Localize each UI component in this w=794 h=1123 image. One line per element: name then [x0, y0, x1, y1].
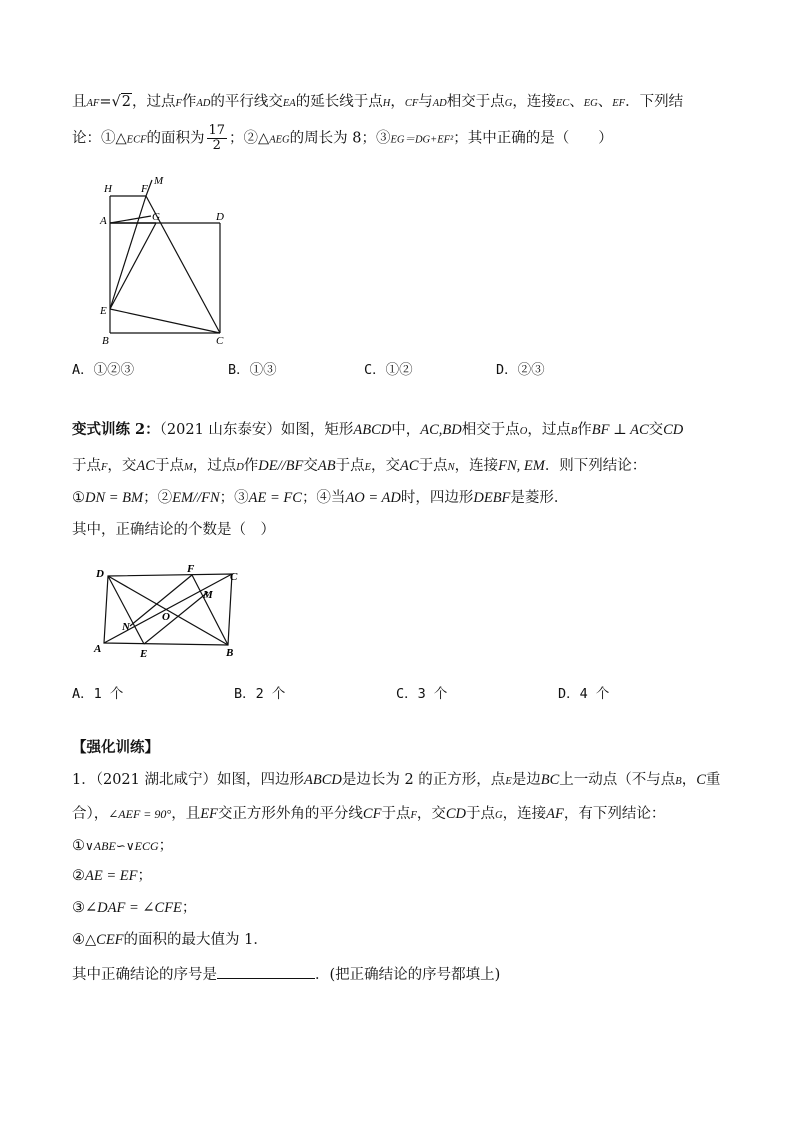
- label-f: F: [187, 563, 195, 575]
- text: 作: [243, 458, 259, 474]
- math-bc: BC: [540, 772, 560, 788]
- answer-line: [72, 964, 500, 985]
- text: ；: [181, 900, 197, 916]
- option-d: D．4 个: [558, 686, 610, 702]
- label-o: O: [162, 611, 170, 623]
- text: ，: [681, 772, 697, 788]
- math-ao-ad: AO = AD: [345, 490, 401, 506]
- math-c: C: [696, 772, 706, 788]
- math-ac: AC: [400, 458, 419, 474]
- text: 的平行线交: [210, 94, 283, 110]
- text: ；②: [143, 490, 173, 506]
- math-f: F: [410, 810, 417, 821]
- math-n: N: [447, 462, 455, 473]
- answer-blank[interactable]: [217, 964, 315, 979]
- math-ad: AD: [432, 98, 447, 109]
- text: ，有下列结论：: [563, 806, 666, 822]
- math-abcd: ABCD: [304, 772, 342, 788]
- fraction: [207, 124, 228, 153]
- text: 交: [303, 458, 318, 474]
- text: 交正方形外角的平分线: [217, 806, 363, 822]
- label-m: M: [154, 175, 164, 187]
- text: ；: [137, 868, 152, 884]
- math-ef: EF: [200, 806, 218, 822]
- math-g: G: [495, 810, 503, 821]
- sqrt-sign: √: [111, 94, 121, 110]
- text: ，过点: [192, 458, 237, 474]
- math-cd: CD: [445, 806, 467, 822]
- text: 的周长为 8；③: [289, 130, 391, 147]
- math-ec: EC: [555, 98, 570, 109]
- text: 、: [569, 94, 584, 110]
- math-b: B: [675, 776, 682, 787]
- text: 其中正确结论的序号是: [72, 967, 217, 983]
- text: 于点: [466, 806, 496, 822]
- math-af: AF: [86, 98, 100, 109]
- math-ae-ef: AE = EF: [85, 868, 138, 884]
- math-ae-fc: AE = FC: [248, 490, 302, 506]
- text: 作: [181, 94, 197, 110]
- label-d: D: [96, 568, 104, 580]
- text: ，连接: [502, 806, 547, 822]
- math-angle-aef: ∠AEF = 90°: [108, 807, 172, 821]
- math-b: B: [570, 426, 578, 437]
- label-a: A: [100, 215, 107, 227]
- math-af: AF: [546, 806, 564, 822]
- problem-top-line2: [72, 124, 613, 153]
- text: 的面积的最大值为 1．: [123, 932, 268, 948]
- option-a: A．①②③: [72, 362, 135, 378]
- text: 且: [72, 94, 87, 110]
- text: ②: [72, 868, 85, 884]
- variant2-title: 变式训练 2：: [72, 421, 160, 438]
- variant2-question: 其中，正确结论的个数是（ ）: [72, 522, 275, 538]
- math-f: F: [101, 462, 108, 473]
- math-fn-em: FN, EM: [498, 458, 545, 474]
- text: ；③: [219, 490, 249, 506]
- math-em-fn: EM//FN: [172, 490, 220, 506]
- text: ；②△: [229, 130, 270, 147]
- math-e: E: [505, 776, 512, 787]
- text: ①: [72, 838, 85, 854]
- text: ，过点: [131, 94, 176, 110]
- text: 交: [648, 422, 664, 438]
- option-c: C．3 个: [396, 686, 448, 702]
- text: ，: [390, 94, 405, 110]
- sqrt-radicand: 2: [121, 94, 131, 110]
- text: ．(把正确结论的序号都填上): [315, 967, 501, 983]
- label-b: B: [226, 647, 234, 659]
- math-debf: DEBF: [473, 490, 511, 506]
- math-f: F: [175, 98, 182, 109]
- text: =: [99, 94, 112, 110]
- label-f: F: [141, 183, 148, 195]
- math-ecf: ECF: [126, 134, 147, 146]
- text: 1．（2021 湖北咸宁）如图，四边形: [72, 772, 304, 788]
- math-similar-triangles: ∨ABE∽∨ECG: [85, 839, 159, 853]
- label-m: M: [203, 589, 213, 601]
- option-d: D．②③: [496, 362, 545, 378]
- label-c: C: [230, 571, 238, 583]
- text: 与: [418, 94, 433, 110]
- label-n: N: [122, 621, 130, 633]
- math-d: D: [236, 462, 244, 473]
- text: 相交于点: [446, 94, 505, 110]
- label-e: E: [140, 648, 148, 660]
- text: ；④当: [301, 490, 346, 506]
- label-g: G: [152, 211, 160, 223]
- text: 作: [577, 422, 592, 438]
- math-h: H: [382, 98, 391, 109]
- text: ，连接: [512, 94, 556, 110]
- text: 是菱形．: [510, 490, 569, 506]
- conclusion-1: [72, 836, 173, 856]
- label-e: E: [100, 305, 107, 317]
- text: 于点: [72, 458, 101, 474]
- text: ，过点: [527, 422, 571, 438]
- math-ef: EF: [612, 98, 626, 109]
- strengthen-title: 【强化训练】: [72, 739, 159, 756]
- math-ad: AD: [196, 98, 211, 109]
- text: 于点: [335, 458, 365, 474]
- text: 是边长为 2 的正方形，点: [341, 772, 506, 788]
- math-cf: CF: [362, 806, 382, 822]
- math-ea: EA: [282, 98, 296, 109]
- text: 、: [597, 94, 613, 110]
- fraction-denominator: 2: [212, 138, 221, 153]
- label-b: B: [102, 335, 109, 347]
- math-cf: CF: [404, 98, 419, 109]
- text: ③: [72, 900, 85, 916]
- math-eq3: EG＝DG+EF²: [390, 134, 454, 146]
- math-abcd: ABCD: [353, 422, 392, 438]
- line-ec: [110, 309, 220, 333]
- text: 的延长线于点: [295, 94, 383, 110]
- text: ①: [72, 490, 85, 506]
- math-dn-bm: DN = BM: [85, 490, 144, 506]
- problem-top-line1: [72, 92, 683, 114]
- text: 于点: [381, 806, 411, 822]
- text: 中，: [391, 422, 421, 438]
- line-ag-chord: [110, 216, 151, 223]
- text: ，且: [171, 806, 201, 822]
- text: 重: [705, 772, 721, 788]
- text: 论：①△: [72, 130, 127, 147]
- text: ，交: [371, 458, 401, 474]
- text: 于点: [418, 458, 448, 474]
- math-g: G: [504, 98, 513, 109]
- text: ；: [158, 838, 174, 854]
- math-angle-daf-cfe: ∠DAF = ∠CFE: [85, 900, 182, 916]
- text: ，交: [416, 806, 446, 822]
- math-de-parallel-bf: DE//BF: [258, 458, 304, 474]
- variant2-line3: [72, 488, 568, 508]
- text: 相交于点: [461, 422, 520, 438]
- text: ④△: [72, 932, 97, 948]
- text: ，交: [107, 458, 137, 474]
- option-a: A．1 个: [72, 686, 124, 702]
- math-bf-perp-ac: BF ⊥ AC: [591, 422, 649, 438]
- text: 于点: [154, 458, 184, 474]
- conclusion-2: [72, 866, 152, 886]
- option-b: B．2 个: [234, 686, 286, 702]
- line-em: [144, 592, 208, 644]
- option-b: B．①③: [228, 362, 277, 378]
- text: ；其中正确的是（ ）: [453, 130, 613, 147]
- conclusion-3: [72, 898, 196, 918]
- strengthen-line2: [72, 804, 665, 826]
- text: 上一动点（不与点: [559, 772, 676, 788]
- label-c: C: [216, 335, 224, 347]
- math-acbd: AC,BD: [420, 422, 462, 438]
- text: 合），: [72, 806, 109, 822]
- label-a: A: [94, 643, 102, 655]
- math-eg: EG: [583, 98, 598, 109]
- fraction-numerator: 17: [208, 123, 226, 138]
- math-cef: CEF: [96, 932, 124, 948]
- text: （2021 山东泰安）如图，矩形: [159, 422, 354, 438]
- math-o: O: [519, 426, 528, 437]
- text: 的面积为: [146, 130, 205, 147]
- variant2-line1: [72, 420, 683, 442]
- math-ac: AC: [136, 458, 155, 474]
- text: 时，四边形: [400, 490, 474, 506]
- option-c: C．①②: [364, 362, 413, 378]
- label-h: H: [104, 183, 112, 195]
- figure-rectangle-geometry: [90, 560, 250, 660]
- conclusion-4: [72, 930, 268, 950]
- text: ．下列结: [625, 94, 684, 110]
- math-e: E: [364, 462, 372, 473]
- math-m: M: [183, 462, 193, 473]
- math-aeg: AEG: [269, 134, 290, 146]
- figure-square-geometry: [90, 172, 240, 347]
- strengthen-line1: [72, 770, 720, 792]
- math-ab: AB: [317, 458, 336, 474]
- text: 是边: [511, 772, 541, 788]
- math-cd: CD: [663, 422, 684, 438]
- variant2-line2: [72, 456, 646, 478]
- label-d: D: [216, 211, 224, 223]
- text: ，连接: [454, 458, 499, 474]
- text: ．则下列结论：: [544, 458, 647, 474]
